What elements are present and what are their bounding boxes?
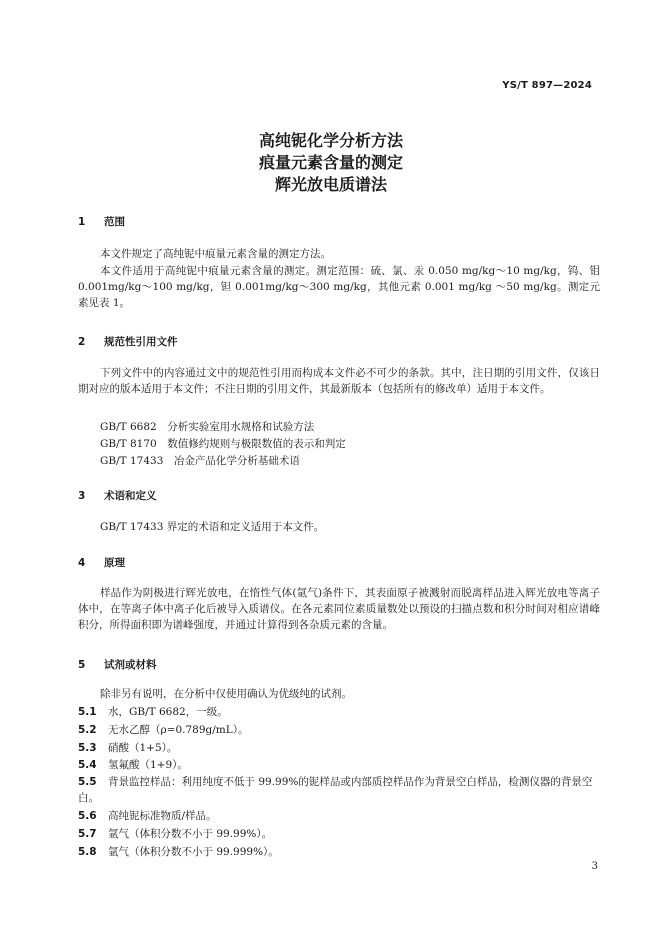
section-title: 范围	[104, 216, 125, 228]
section-2-paragraph-1: 下列文件中的内容通过文中的规范性引用而构成本文件必不可少的条款。其中，注日期的引用文件，仅该日期对应的版本适用于本文件；不注日期的引用文件，其最新版本（包括所有的修改单）适用于本文件。	[78, 367, 600, 395]
document-title-line-1: 高纯铌化学分析方法	[258, 131, 403, 150]
section-2-heading	[78, 334, 178, 349]
reagent-number: 5.3	[78, 742, 97, 754]
section-5-intro: 除非另有说明，在分析中仅使用确认为优级纯的试剂。	[100, 688, 352, 700]
reagent-number: 5.1	[78, 706, 97, 718]
reagent-item	[78, 774, 600, 806]
reagent-text: 无水乙醇（ρ=0.789g/mL）。	[108, 724, 249, 736]
document-title-line-3: 辉光放电质谱法	[274, 175, 387, 194]
reagent-number: 5.2	[78, 724, 97, 736]
reagent-item	[78, 808, 600, 824]
section-title: 规范性引用文件	[104, 336, 178, 348]
section-number: 4	[78, 557, 86, 569]
reagent-text: 背景监控样品：利用纯度不低于 99.99%的铌样品或内部质控样品作为背景空白样品，检测仪器的背景空白。	[78, 776, 593, 804]
section-number: 5	[78, 659, 86, 671]
normative-reference-item: GB/T 8170 数值修约规则与极限数值的表示和判定	[100, 438, 346, 450]
section-4-heading	[78, 555, 125, 570]
reagent-item	[78, 722, 600, 738]
reagent-number: 5.6	[78, 810, 97, 822]
standard-code: YS/T 897—2024	[502, 80, 592, 91]
section-title: 试剂或材料	[104, 659, 157, 671]
section-4-paragraph-1: 样品作为阴极进行辉光放电，在惰性气体(氩气)条件下，其表面原子被溅射而脱离样品进入辉光放电等离子体中，在等离子体中离子化后被导入质谱仪。在各元素同位素质量数处以预设的扫描点数和积分时间对相应谱峰积分，所得面积即为谱峰强度，并通过计算得到各杂质元素的含量。	[78, 587, 600, 631]
reagent-number: 5.4	[78, 759, 97, 771]
section-1-paragraph-1: 本文件规定了高纯铌中痕量元素含量的测定方法。	[100, 248, 331, 260]
reagent-item	[78, 704, 600, 720]
reagent-text: 水，GB/T 6682，一级。	[108, 706, 228, 718]
page-number: 3	[591, 861, 598, 872]
reagent-number: 5.8	[78, 846, 97, 858]
normative-reference-item: GB/T 17433 冶金产品化学分析基础术语	[100, 455, 300, 467]
normative-reference-item: GB/T 6682 分析实验室用水规格和试验方法	[100, 421, 315, 433]
reagent-text: 氢氟酸（1+9）。	[108, 759, 188, 771]
section-3-paragraph-1: GB/T 17433 界定的术语和定义适用于本文件。	[100, 521, 325, 533]
section-3-heading	[78, 488, 157, 503]
reagent-item	[78, 757, 600, 773]
reagent-item	[78, 740, 600, 756]
reagent-item	[78, 844, 600, 860]
reagent-number: 5.5	[78, 776, 97, 788]
reagent-text: 高纯铌标准物质/样品。	[108, 810, 217, 822]
section-title: 术语和定义	[104, 490, 157, 502]
reagent-text: 氩气（体积分数不小于 99.99%）。	[108, 828, 273, 840]
section-title: 原理	[104, 557, 125, 569]
section-1-paragraph-2: 本文件适用于高纯铌中痕量元素含量的测定。测定范围：硫、氯、汞 0.050 mg/kg～10 mg/kg，钨、钼 0.001mg/kg～100 mg/kg，钽 0.001mg/kg～300 mg/kg，其他元素 0.001 mg/kg ～50 mg/kg。测定元素见表 1。	[78, 265, 600, 309]
section-1-heading	[78, 214, 125, 229]
reagent-text: 氩气（体积分数不小于 99.999%）。	[108, 846, 279, 858]
section-number: 3	[78, 490, 86, 502]
reagent-item	[78, 826, 600, 842]
section-5-heading	[78, 657, 157, 672]
section-number: 2	[78, 336, 86, 348]
section-number: 1	[78, 216, 86, 228]
document-title-line-2: 痕量元素含量的测定	[258, 153, 403, 172]
reagent-text: 硝酸（1+5）。	[108, 742, 178, 754]
reagent-number: 5.7	[78, 828, 97, 840]
